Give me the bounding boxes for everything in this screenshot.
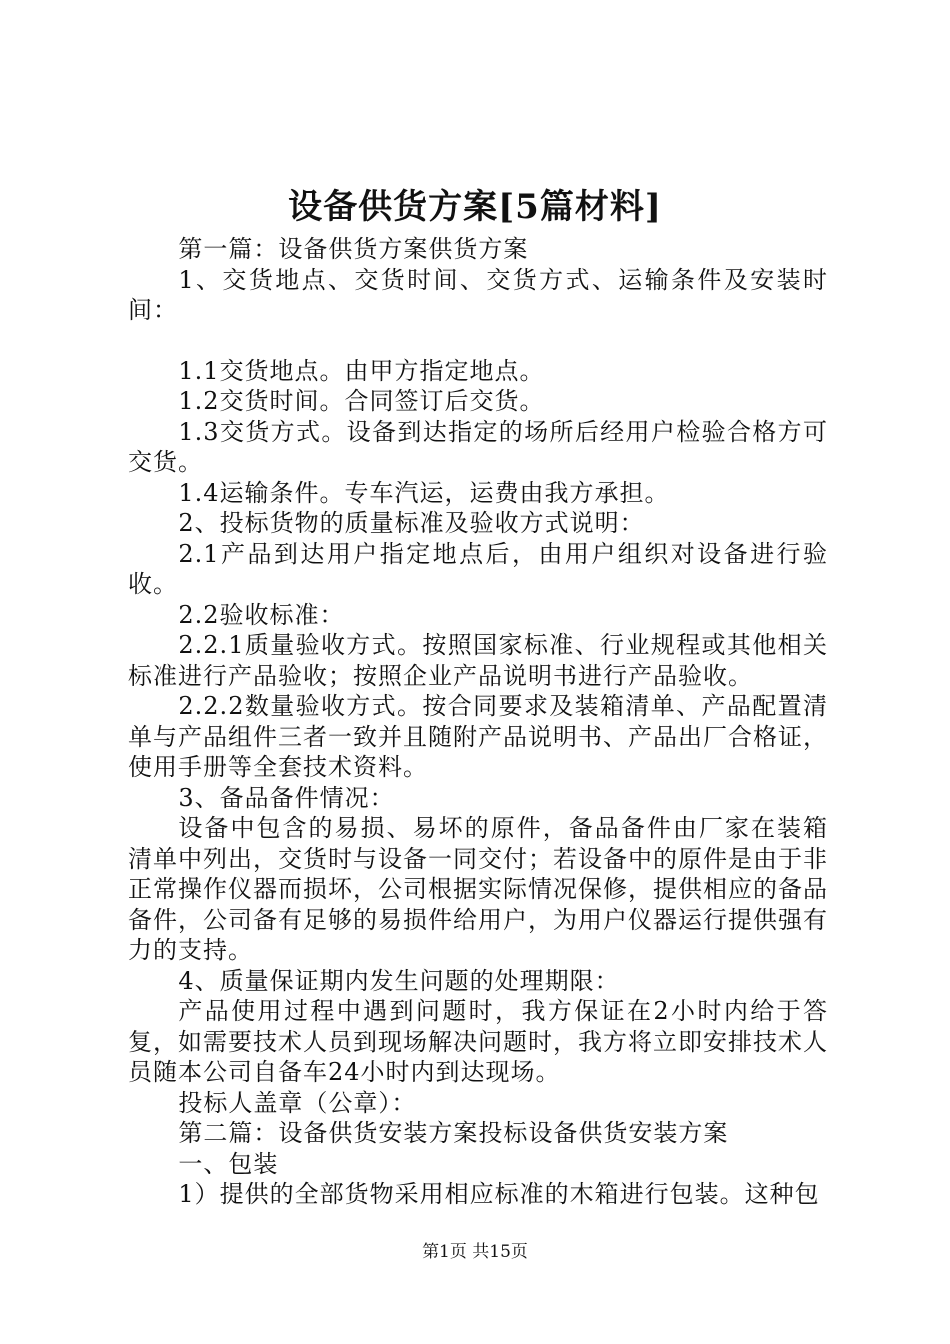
paragraph: 1.4运输条件。专车汽运，运费由我方承担。 <box>178 478 670 507</box>
paragraph: 2.2.1质量验收方式。按照国家标准、行业规程或其他相关标准进行产品验收；按照企业产品说明书进行产品验收。 <box>128 631 828 690</box>
paragraph: 投标人盖章（公章）： <box>178 1088 417 1117</box>
paragraph: 1）提供的全部货物采用相应标准的木箱进行包装。这种包 <box>178 1180 820 1208</box>
paragraph: 第一篇：设备供货方案供货方案 <box>178 235 529 263</box>
paragraph: 3、备品备件情况： <box>178 783 395 812</box>
paragraph: 1.2交货时间。合同签订后交货。 <box>178 387 545 415</box>
page-number-footer: 第1页 共15页 <box>422 1242 528 1262</box>
paragraph: 产品使用过程中遇到问题时，我方保证在2小时内给于答复，如需要技术人员到现场解决问题时，我方将立即安排技术人员随本公司自备车24小时内到达现场。 <box>128 997 828 1086</box>
paragraph: 4、质量保证期内发生问题的处理期限： <box>178 966 620 995</box>
paragraph: 2、投标货物的质量标准及验收方式说明： <box>178 509 645 537</box>
paragraph: 2.2验收标准： <box>178 600 345 629</box>
paragraph: 一、包装 <box>178 1149 279 1178</box>
paragraph: 设备中包含的易损、易坏的原件，备品备件由厂家在装箱清单中列出，交货时与设备一同交付；若设备中的原件是由于非正常操作仪器而损坏，公司根据实际情况保修，提供相应的备品备件，公司备有足够的易损件给用户，为用户仪器运行提供强有力的支持。 <box>128 814 828 964</box>
paragraph: 第二篇：设备供货安装方案投标设备供货安装方案 <box>178 1119 729 1147</box>
paragraph: 2.1产品到达用户指定地点后，由用户组织对设备进行验收。 <box>128 539 828 598</box>
paragraph: 1、交货地点、交货时间、交货方式、运输条件及安装时间： <box>128 265 828 324</box>
paragraph: 1.3交货方式。设备到达指定的场所后经用户检验合格方可交货。 <box>128 417 828 476</box>
paragraph: 2.2.2数量验收方式。按合同要求及装箱清单、产品配置清单与产品组件三者一致并且随附产品说明书、产品出厂合格证，使用手册等全套技术资料。 <box>128 692 828 781</box>
paragraph: 1.1交货地点。由甲方指定地点。 <box>178 356 545 385</box>
document-body <box>128 234 828 1210</box>
document-title: 设备供货方案[5篇材料] <box>288 187 662 227</box>
